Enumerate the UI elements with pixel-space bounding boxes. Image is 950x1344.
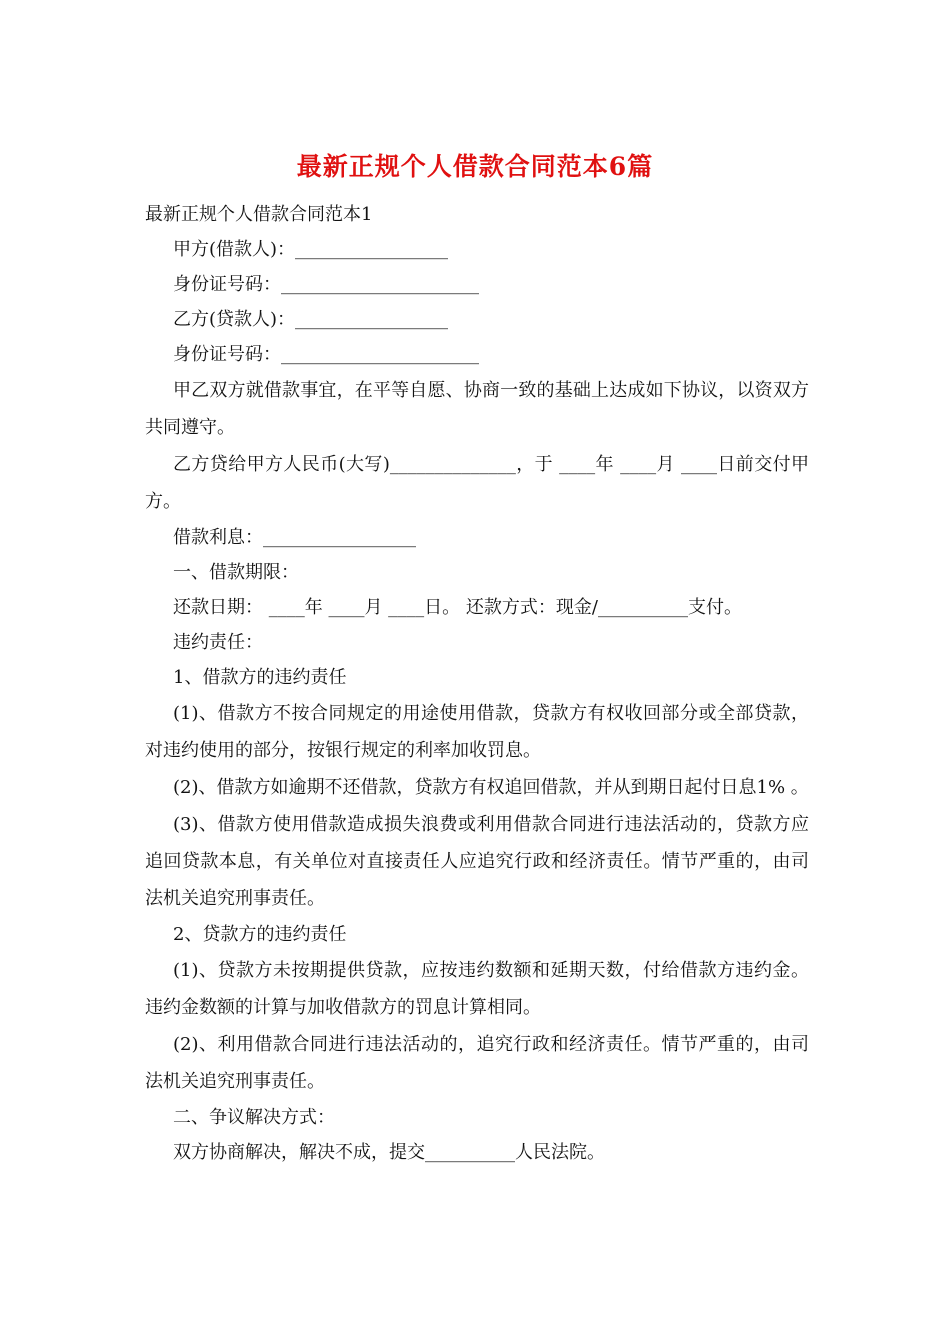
- lender-breach-clause-1: (1)、贷款方未按期提供贷款，应按违约数额和延期天数，付给借款方违约金。违约金数额的计算与加收借款方的罚息计算相同。: [145, 960, 809, 1018]
- document-body: [145, 197, 809, 1170]
- breach-heading: 违约责任：: [173, 632, 263, 653]
- agreement-paragraph: 甲乙双方就借款事宜，在平等自愿、协商一致的基础上达成如下协议，以资双方共同遵守。: [145, 380, 809, 438]
- repayment-field: 还款日期： ____年 ____月 ____日。 还款方式：现金/__________支付。: [173, 597, 742, 618]
- party-b-id-field: 身份证号码：______________________: [173, 344, 479, 365]
- dispute-paragraph: 双方协商解决，解决不成，提交__________人民法院。: [173, 1142, 605, 1163]
- contract-subtitle: 最新正规个人借款合同范本1: [145, 204, 373, 225]
- borrower-breach-clause-2: (2)、借款方如逾期不还借款，贷款方有权追回借款，并从到期日起付日息1% 。: [173, 777, 809, 798]
- borrower-breach-heading: 1、借款方的违约责任: [173, 667, 347, 688]
- lender-breach-clause-2: (2)、利用借款合同进行违法活动的，追究行政和经济责任。情节严重的，由司法机关追究刑事责任。: [145, 1034, 809, 1092]
- dispute-heading: 二、争议解决方式：: [173, 1107, 335, 1128]
- lender-breach-heading: 2、贷款方的违约责任: [173, 924, 347, 945]
- party-a-id-field: 身份证号码：______________________: [173, 274, 479, 295]
- interest-field: 借款利息：_________________: [173, 527, 416, 548]
- loan-amount-paragraph: 乙方贷给甲方人民币(大写)______________，于 ____年 ____月 ____日前交付甲方。: [145, 454, 809, 512]
- loan-term-heading: 一、借款期限：: [173, 562, 299, 583]
- document-title: 最新正规个人借款合同范本6篇: [296, 152, 654, 181]
- party-a-field: 甲方(借款人)：_________________: [173, 239, 449, 260]
- borrower-breach-clause-1: (1)、借款方不按合同规定的用途使用借款，贷款方有权收回部分或全部贷款，对违约使用的部分，按银行规定的利率加收罚息。: [145, 703, 809, 761]
- borrower-breach-clause-3: (3)、借款方使用借款造成损失浪费或利用借款合同进行违法活动的，贷款方应追回贷款本息，有关单位对直接责任人应追究行政和经济责任。情节严重的，由司法机关追究刑事责任。: [145, 814, 809, 909]
- party-b-field: 乙方(贷款人)：_________________: [173, 309, 449, 330]
